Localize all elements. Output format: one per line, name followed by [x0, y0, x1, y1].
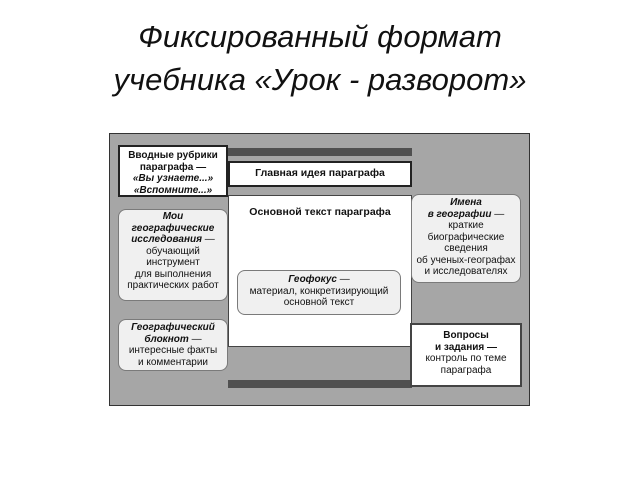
questions-desc-1: контроль по теме [425, 353, 507, 364]
geofocus-desc-1: материал, конкретизирующий [249, 285, 389, 297]
my-research-title-2: географические [131, 222, 215, 234]
questions-title-1: Вопросы [443, 330, 489, 341]
geofocus-desc-2: основной текст [283, 297, 355, 308]
notebook-title-1: Географический [131, 322, 215, 333]
notebook-title-2: блокнот [144, 333, 189, 345]
intro-heading-1: Вводные рубрики [128, 150, 218, 161]
slide-title-line-2: учебника «Урок - разворот» [113, 62, 527, 97]
top-stripe [228, 148, 412, 156]
my-research-desc-3: для выполнения [134, 268, 212, 280]
main-idea-label: Главная идея параграфа [255, 167, 385, 180]
my-research-desc-1: обучающий [146, 245, 200, 257]
questions-box [410, 323, 522, 387]
my-research-title-1: Мои [162, 211, 184, 222]
names-desc-4: об ученых-географах [416, 254, 516, 266]
my-research-desc-2: инструмент [146, 257, 200, 268]
names-desc-3: сведения [444, 243, 488, 254]
geofocus-dash: — [336, 274, 350, 285]
geofocus-title: Геофокус [288, 274, 337, 285]
intro-item-1: «Вы узнаете...» [132, 173, 214, 184]
main-text-label: Основной текст параграфа [249, 206, 391, 218]
intro-rubrics-box [118, 145, 228, 197]
names-desc-5: и исследователях [424, 266, 508, 277]
slide-title-line-1: Фиксированный формат [138, 19, 502, 54]
geofocus-box [237, 270, 401, 315]
names-dash: — [491, 208, 505, 220]
my-research-desc-4: практических работ [127, 280, 219, 291]
my-research-dash: — [202, 234, 215, 245]
names-in-geography-box [411, 194, 521, 283]
questions-title-2: и задания [434, 341, 485, 353]
questions-dash: — [484, 341, 498, 353]
intro-heading-2: параграфа — [139, 161, 207, 173]
notebook-desc-2: и комментарии [137, 356, 208, 368]
names-desc-2: биографические [427, 231, 505, 243]
names-desc-1: краткие [448, 220, 484, 231]
questions-desc-2: параграфа [440, 364, 492, 376]
names-title-2: в географии [427, 208, 492, 220]
my-research-title-3: исследования [131, 234, 203, 245]
geo-notebook-box [118, 319, 228, 371]
main-idea-box [228, 161, 412, 187]
names-title-1: Имена [450, 197, 482, 208]
bottom-stripe [228, 380, 412, 388]
notebook-dash: — [188, 333, 202, 345]
my-research-box [118, 209, 228, 301]
notebook-desc-1: интересные факты [128, 345, 218, 356]
intro-item-2: «Вспомните...» [133, 184, 213, 196]
